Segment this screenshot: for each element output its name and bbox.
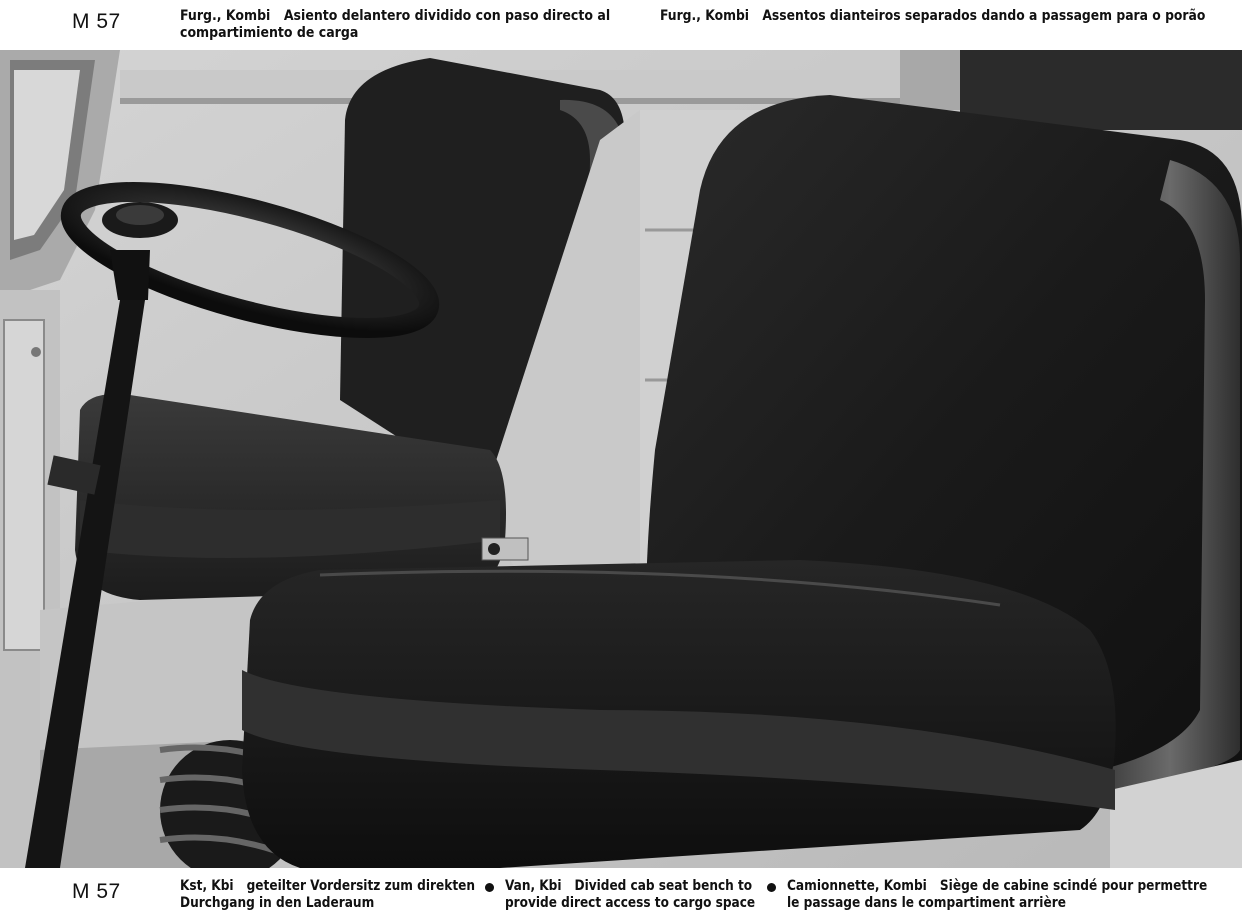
figure-code: M 57: [72, 10, 121, 33]
caption-german-model: Kst, Kbi: [180, 878, 234, 894]
caption-english-line1: [505, 878, 755, 895]
caption-spanish-text: Asiento delantero dividido con paso directo al: [283, 8, 611, 24]
caption-portuguese-text: Assentos dianteiros separados dando a passagem para o porão: [762, 8, 1206, 24]
caption-french-line2: le passage dans le compartiment arrière: [787, 895, 1066, 911]
bottom-caption-block: [0, 868, 1242, 920]
caption-english: [505, 878, 755, 912]
seat-photograph: [0, 50, 1242, 868]
caption-spanish: [180, 8, 610, 42]
caption-portuguese-line1: [660, 8, 1205, 25]
caption-german-text: geteilter Vordersitz zum direkten: [246, 878, 476, 894]
caption-french-model: Camionnette, Kombi: [787, 878, 927, 894]
caption-english-text: Divided cab seat bench to: [574, 878, 753, 894]
caption-spanish-line2: compartimiento de carga: [180, 25, 359, 41]
caption-french-line1: [787, 878, 1207, 895]
caption-german-line1: [180, 878, 475, 895]
bullet-separator-2: [767, 883, 776, 892]
caption-english-line2: provide direct access to cargo space: [505, 895, 756, 911]
caption-spanish-line1: [180, 8, 610, 25]
caption-german-line2: Durchgang in den Laderaum: [180, 895, 375, 911]
seat-photo-illustration: [0, 50, 1242, 868]
caption-english-model: Van, Kbi: [505, 878, 562, 894]
figure-code-bottom: M 57: [72, 880, 121, 903]
caption-german: [180, 878, 475, 912]
caption-portuguese-model: Furg., Kombi: [660, 8, 750, 24]
caption-portuguese: [660, 8, 1205, 25]
caption-spanish-model: Furg., Kombi: [180, 8, 271, 24]
caption-french-text: Siège de cabine scindé pour permettre: [939, 878, 1208, 894]
caption-french: [787, 878, 1207, 912]
bullet-separator-1: [485, 883, 494, 892]
top-caption-block: [0, 0, 1242, 50]
